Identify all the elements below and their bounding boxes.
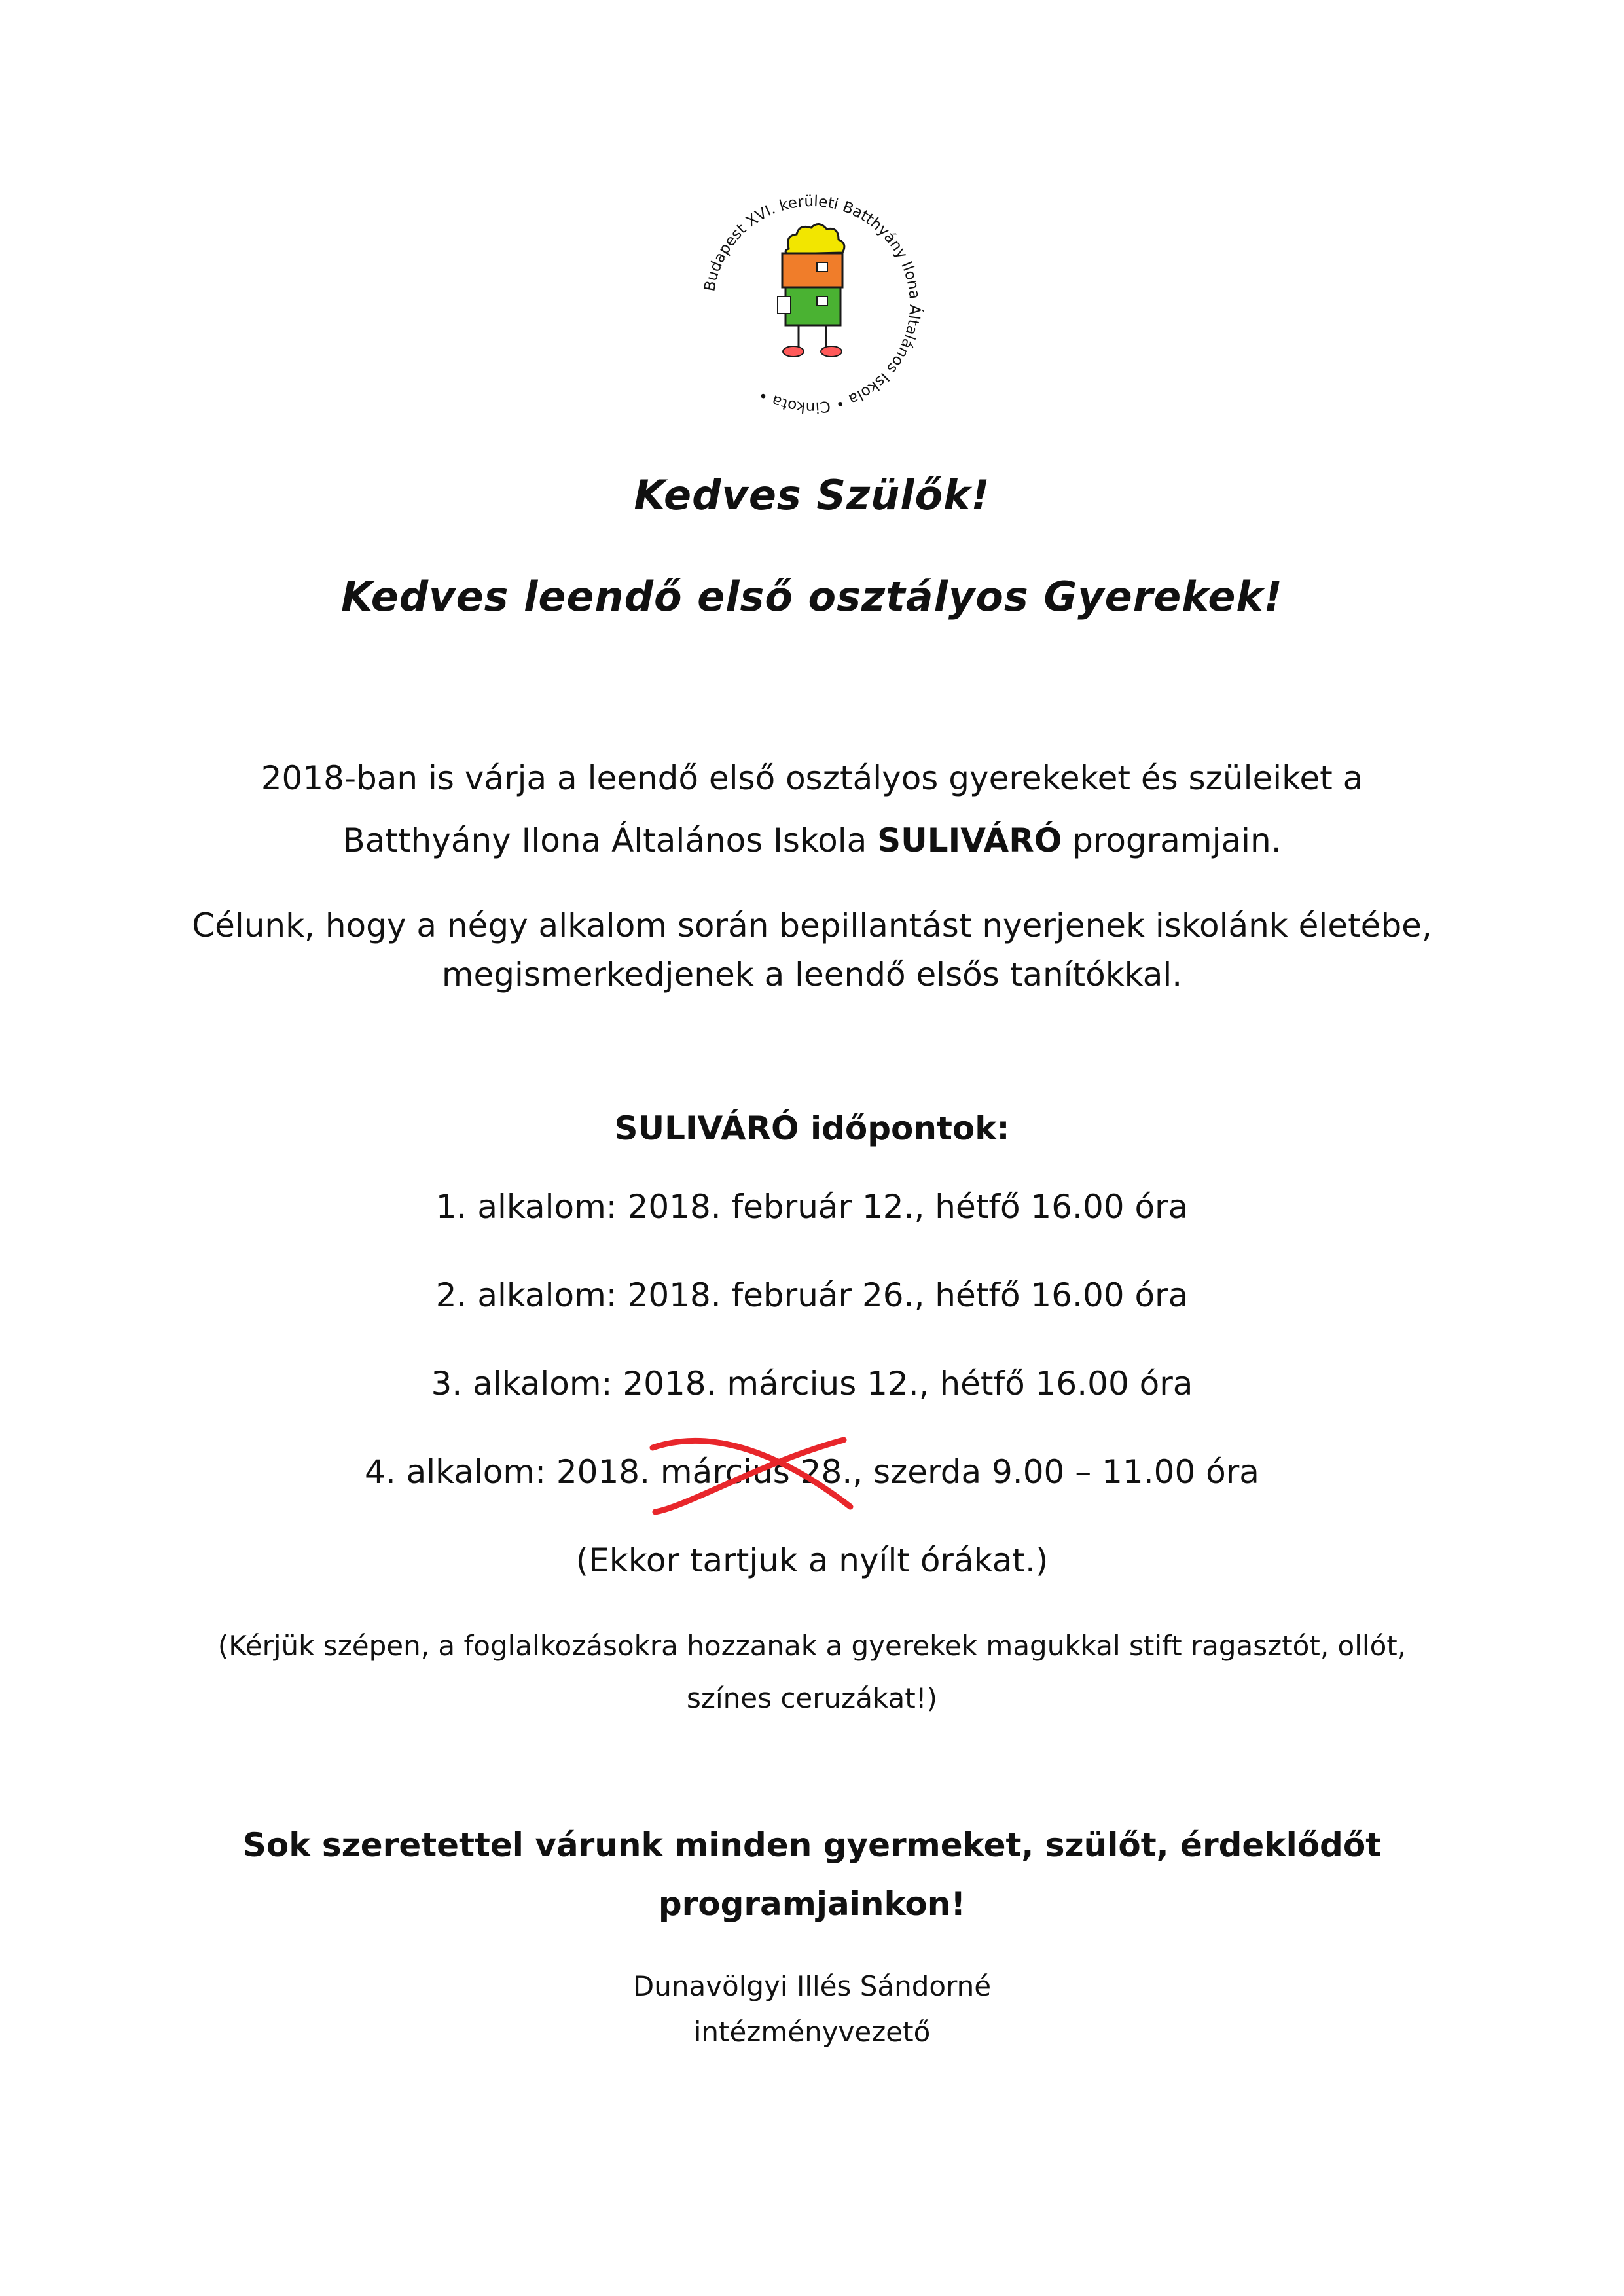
- closing-line-1: Sok szeretettel várunk minden gyermeket, szülőt, érdeklődőt: [242, 1826, 1382, 1864]
- logo-ring-text: Budapest XVI. kerületi Batthyány Ilona Általános Iskola • Cinkota •: [701, 192, 924, 416]
- request-line-1: (Kérjük szépen, a foglalkozásokra hozzanak a gyerekek magukkal stift ragasztót, ollót,: [217, 1630, 1407, 1662]
- schedule-heading: SULIVÁRÓ időpontok:: [614, 1109, 1010, 1147]
- schedule-item-2: 2. alkalom: 2018. február 26., hétfő 16.00 óra: [435, 1276, 1189, 1314]
- signature-name: Dunavölgyi Illés Sándorné: [632, 1970, 992, 2002]
- strike-mark: [647, 1435, 857, 1520]
- greeting-children: Kedves leendő első osztályos Gyerekek!: [341, 573, 1283, 620]
- closing-line-2: programjainkon!: [658, 1885, 966, 1923]
- school-logo: [687, 180, 936, 429]
- logo-foot-left: [783, 346, 804, 357]
- logo-head: [782, 253, 842, 287]
- intro-line-1: 2018-ban is várja a leendő első osztályos gyerekeket és szüleiket a: [261, 759, 1363, 797]
- logo-hair: [785, 224, 844, 254]
- program-name: SULIVÁRÓ: [877, 821, 1062, 859]
- logo-foot-right: [821, 346, 842, 357]
- logo-body: [785, 287, 840, 325]
- request-line-2: színes ceruzákat!): [687, 1682, 937, 1714]
- schedule-note: (Ekkor tartjuk a nyílt órákat.): [575, 1541, 1049, 1579]
- intro-line-4: megismerkedjenek a leendő elsős tanítókkal.: [441, 956, 1183, 994]
- struck-date: március 28: [660, 1453, 842, 1491]
- schedule-item-4: 4. alkalom: 2018. március 28 ., szerda 9.00 – 11.00 óra: [0, 1453, 1624, 1491]
- intro-line-3: Célunk, hogy a négy alkalom során bepillantást nyerjenek iskolánk életébe,: [192, 906, 1432, 944]
- schedule-item-3: 3. alkalom: 2018. március 12., hétfő 16.00 óra: [431, 1365, 1193, 1403]
- signature-title: intézményvezető: [693, 2016, 931, 2048]
- intro-line-2: Batthyány Ilona Általános Iskola SULIVÁRÓ programjain.: [342, 821, 1282, 859]
- schedule-item-1: 1. alkalom: 2018. február 12., hétfő 16.00 óra: [435, 1188, 1189, 1226]
- greeting-parents: Kedves Szülők!: [634, 471, 990, 519]
